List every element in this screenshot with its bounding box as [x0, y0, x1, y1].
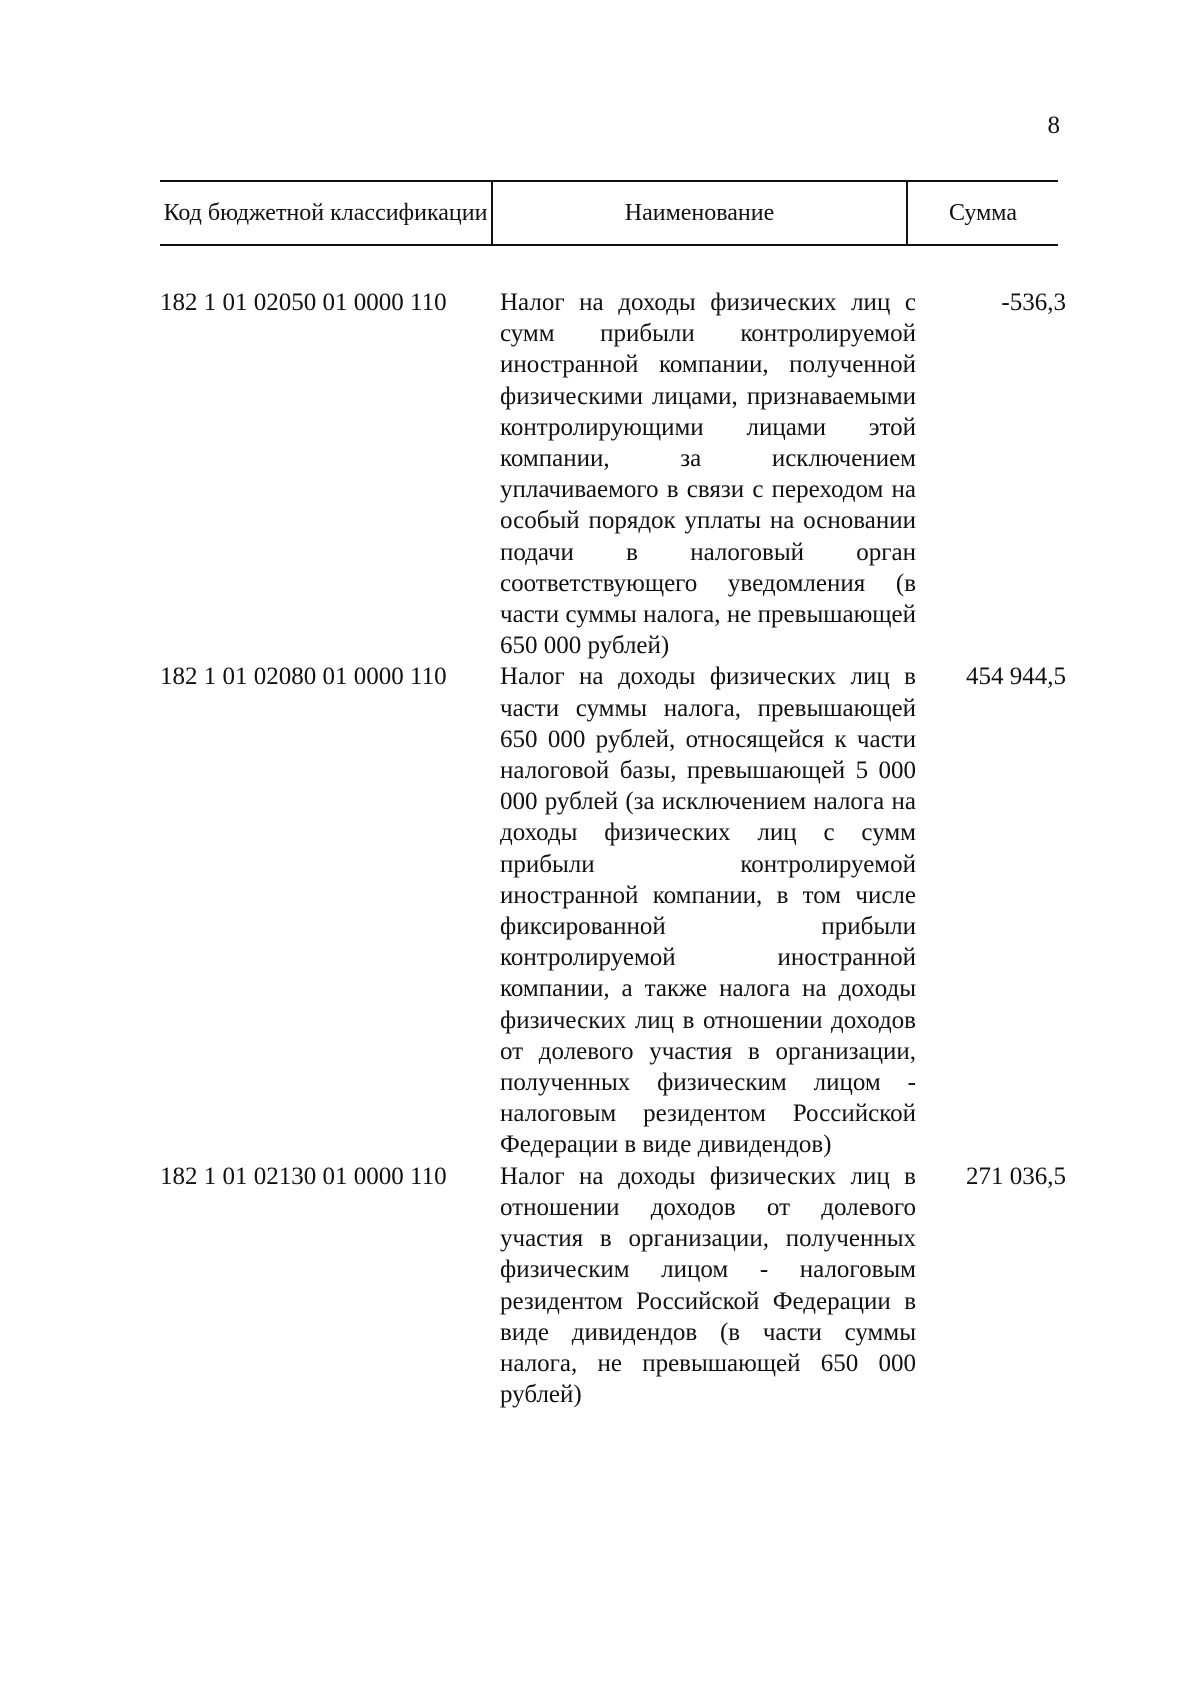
row-sum: 454 944,5 [966, 663, 1066, 691]
table-header [160, 180, 1058, 246]
header-sum-column: Сумма [949, 199, 1017, 226]
row-code: 182 1 01 02080 01 0000 110 [160, 663, 447, 691]
row-code: 182 1 01 02130 01 0000 110 [160, 1162, 447, 1190]
table-row [160, 1161, 1066, 1411]
page-number: 8 [1047, 112, 1060, 139]
row-code: 182 1 01 02050 01 0000 110 [160, 289, 447, 316]
table-row [160, 287, 1066, 661]
table-row [160, 661, 1066, 1160]
header-name-column: Наименование [491, 182, 908, 244]
row-sum: 271 036,5 [966, 1162, 1066, 1190]
header-code-column: Код бюджетной классификации [163, 199, 488, 226]
row-name: Налог на доходы физических лиц в части суммы налога, превышающей 650 000 рублей, относящейся к части налоговой базы, превышающей 5 000 000 рублей (за исключением налога на доходы физических лиц с сумм прибыли контролируемой иностранной компании, в том числе фиксированной прибыли контролируемой иностранной компании, а также налога на доходы физических лиц в отношении доходов от долевого участия в организации, полученных физическим лицом - налоговым резидентом Российской Федерации в виде дивидендов) [500, 663, 916, 1159]
row-name: Налог на доходы физических лиц в отношении доходов от долевого участия в организации, полученных физическим лицом - налоговым резидентом Российской Федерации в виде дивидендов (в части суммы налога, не превышающей 650 000 рублей) [500, 1162, 916, 1409]
table-body [160, 287, 1066, 1410]
row-name: Налог на доходы физических лиц с сумм прибыли контролируемой иностранной компании, полученной физическими лицами, признаваемыми контролирующими лицами этой компании, за исключением уплачиваемого в связи с переходом на особый порядок уплаты на основании подачи в налоговый орган соответствующего уведомления (в части суммы налога, не превышающей 650 000 рублей) [500, 289, 916, 660]
row-sum: -536,3 [1001, 289, 1066, 316]
